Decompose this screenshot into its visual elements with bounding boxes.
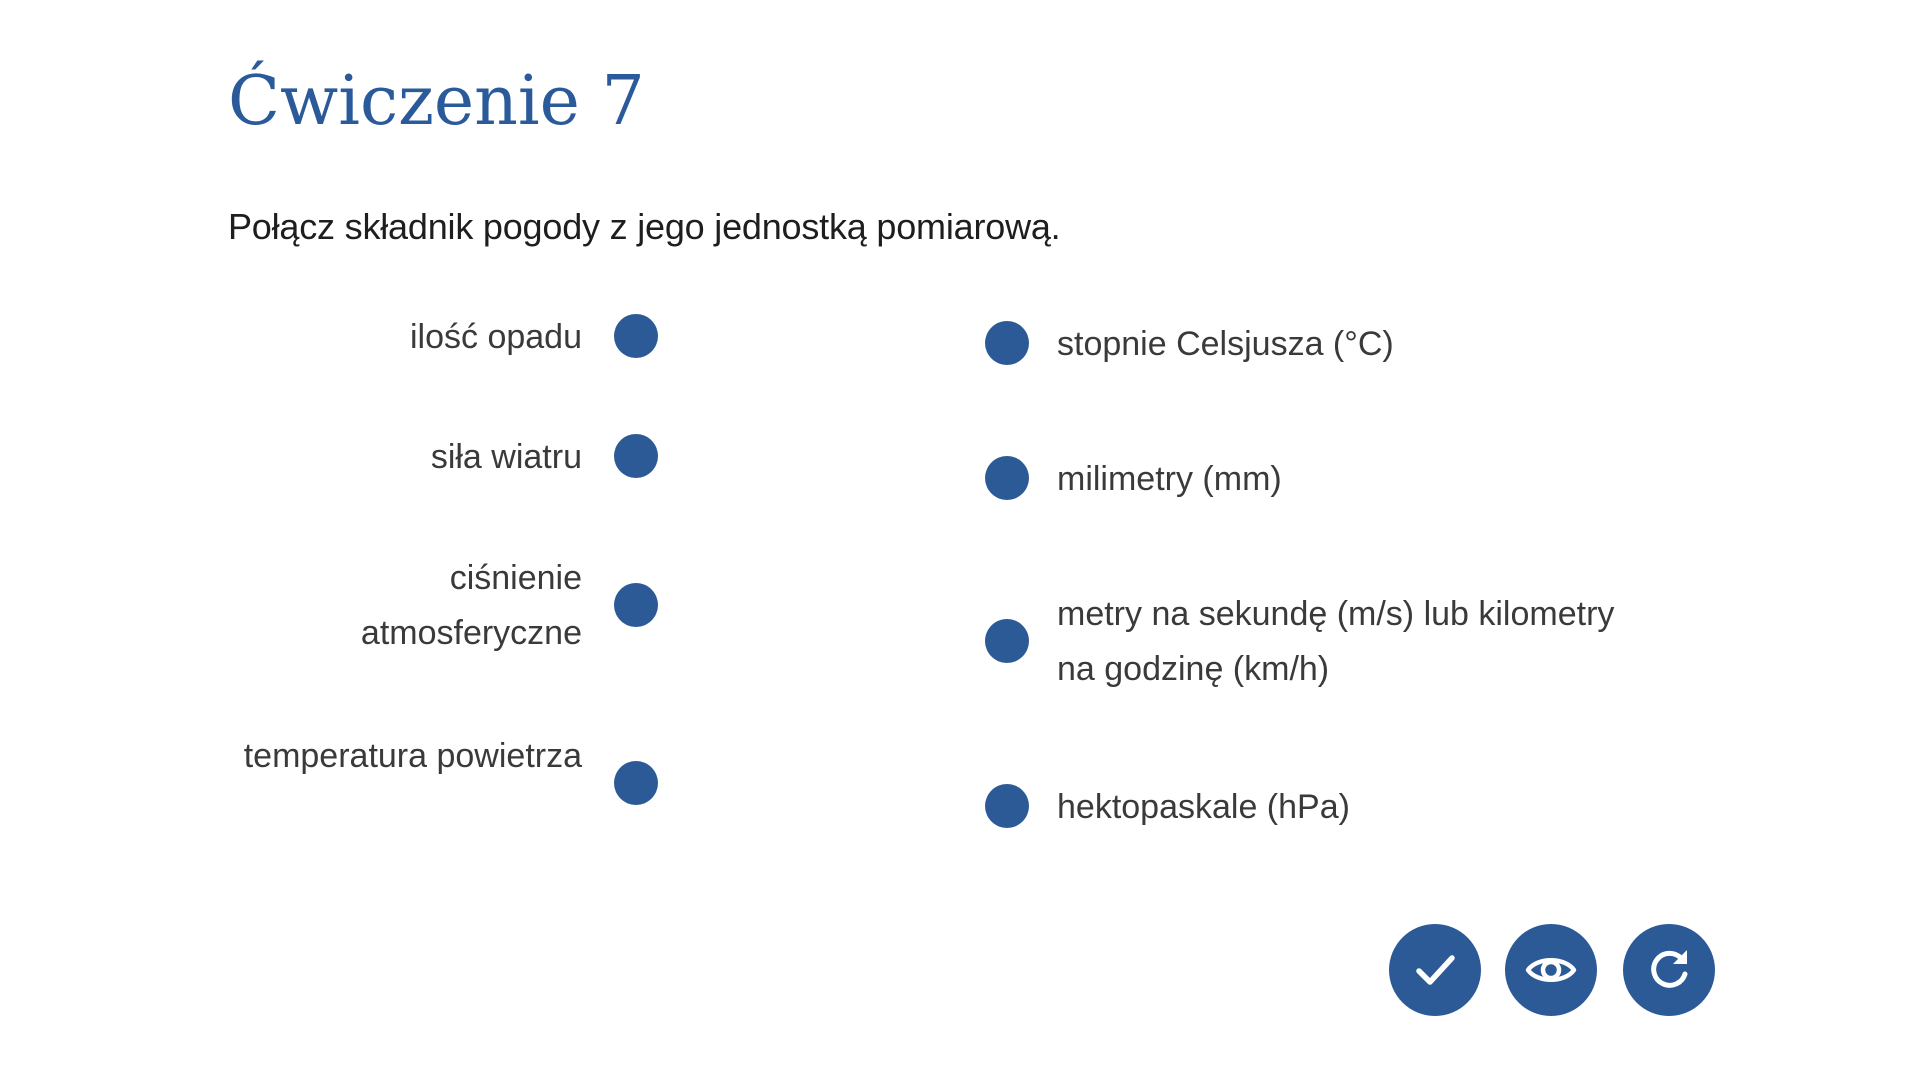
right-connector-dot-millimeters[interactable]: [985, 456, 1029, 500]
left-connector-dot-air-pressure[interactable]: [614, 583, 658, 627]
left-connector-dot-precipitation[interactable]: [614, 314, 658, 358]
eye-icon: [1524, 943, 1578, 997]
exercise-instruction: Połącz składnik pogody z jego jednostką pomiarową.: [228, 206, 1061, 247]
right-item-hectopascals: hektopaskale (hPa): [1057, 788, 1350, 826]
refresh-icon: [1643, 944, 1695, 996]
left-item-wind-strength: siła wiatru: [430, 438, 582, 476]
right-item-wind-speed-units: metry na sekundę (m/s) lub kilometry na godzinę (km/h): [1057, 595, 1615, 688]
check-answers-button[interactable]: [1389, 924, 1481, 1016]
exercise-title: Ćwiczenie 7: [228, 62, 645, 141]
left-connector-dot-wind-strength[interactable]: [614, 434, 658, 478]
right-connector-dot-hectopascals[interactable]: [985, 784, 1029, 828]
right-item-celsius: stopnie Celsjusza (°C): [1057, 325, 1394, 363]
right-item-millimeters: milimetry (mm): [1057, 460, 1282, 498]
right-connector-dot-wind-speed-units[interactable]: [985, 619, 1029, 663]
left-item-precipitation: ilość opadu: [409, 318, 582, 356]
left-item-air-pressure: ciśnienie atmosferyczne: [360, 559, 582, 652]
show-answers-button[interactable]: [1505, 924, 1597, 1016]
left-item-air-temperature: temperatura powietrza: [243, 737, 582, 775]
check-icon: [1410, 945, 1460, 995]
right-connector-dot-celsius[interactable]: [985, 321, 1029, 365]
left-connector-dot-air-temperature[interactable]: [614, 761, 658, 805]
reset-button[interactable]: [1623, 924, 1715, 1016]
